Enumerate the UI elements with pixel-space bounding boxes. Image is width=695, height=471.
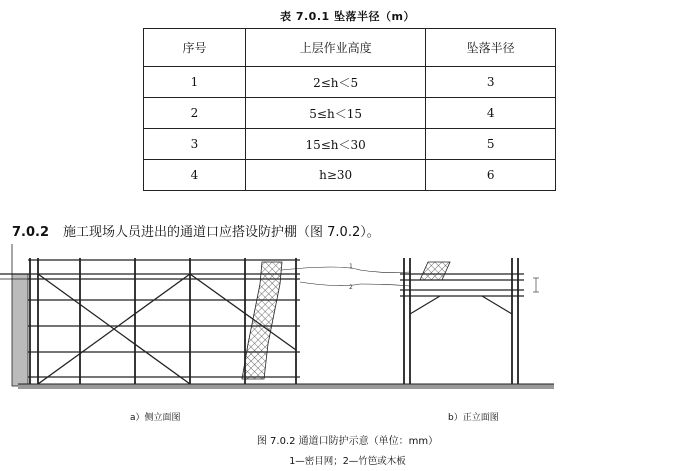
table-row (144, 160, 556, 191)
cell-index: 4 (144, 160, 246, 191)
cell-radius: 4 (426, 98, 556, 129)
header-radius: 坠落半径 (426, 29, 556, 67)
protective-shed-drawing (0, 244, 695, 409)
callout-2: 2 (349, 284, 353, 291)
header-height: 上层作业高度 (245, 29, 425, 67)
clause-number: 7.0.2 (12, 225, 50, 240)
table-row (144, 67, 556, 98)
cell-index: 1 (144, 67, 246, 98)
fall-radius-table (143, 28, 556, 191)
cell-radius: 5 (426, 129, 556, 160)
front-safety-net (420, 262, 450, 280)
header-index: 序号 (144, 29, 246, 67)
table-caption: 表 7.0.1 坠落半径（m） (280, 10, 415, 23)
cell-radius: 6 (426, 160, 556, 191)
front-ledgers (400, 274, 524, 296)
subcaption-side: a）侧立面图 (130, 413, 181, 423)
figure-legend: 1—密目网；2—竹笆或木板 (289, 456, 406, 467)
ground-line (18, 384, 554, 389)
subcaption-front: b）正立面图 (448, 413, 499, 423)
cell-height: 15≤h＜30 (245, 129, 425, 160)
callout-1: 1 (349, 263, 353, 270)
table-row (144, 129, 556, 160)
side-elevation (0, 244, 554, 389)
table-row (144, 98, 556, 129)
figure-caption: 图 7.0.2 通道口防护示意（单位：mm） (256, 436, 439, 447)
clause-text: 施工现场人员进出的通道口应搭设防护棚（图 7.0.2）。 (63, 225, 380, 240)
building-wall (12, 274, 28, 386)
clause-7-0-2 (12, 221, 380, 240)
front-elevation (400, 258, 539, 384)
cell-height: 2≤h＜5 (245, 67, 425, 98)
cell-index: 2 (144, 98, 246, 129)
cell-height: h≥30 (245, 160, 425, 191)
front-knee-braces (410, 296, 512, 314)
cell-index: 3 (144, 129, 246, 160)
cell-radius: 3 (426, 67, 556, 98)
cell-height: 5≤h＜15 (245, 98, 425, 129)
table-header-row (144, 29, 556, 67)
